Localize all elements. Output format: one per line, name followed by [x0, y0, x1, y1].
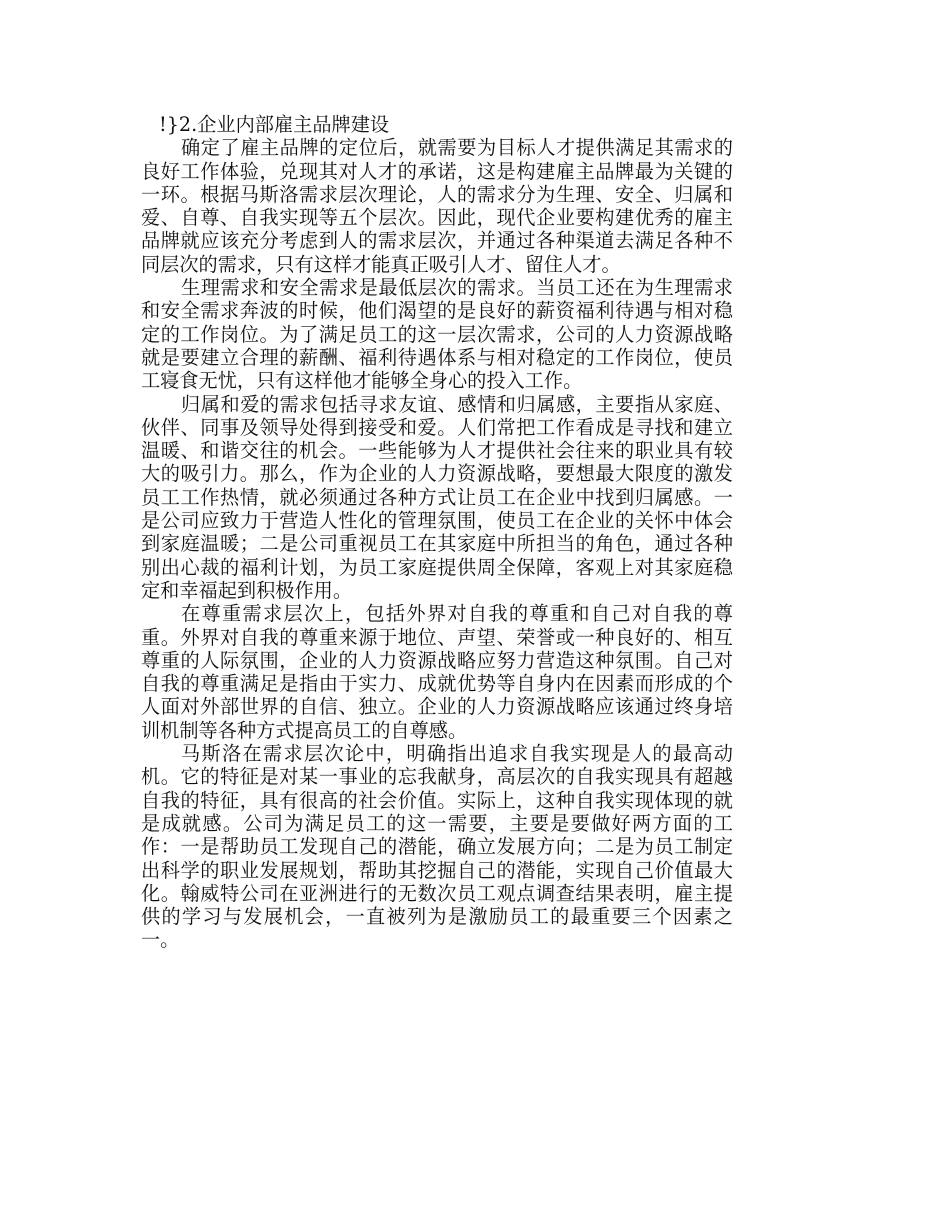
paragraph-belonging-love-needs: 归属和爱的需求包括寻求友谊、感情和归属感，主要指从家庭、伙伴、同事及领导处得到接受和爱。人们常把工作看成是寻找和建立温暖、和谐交往的机会。一些能够为人才提供社会往来的职业具有较大的吸引力。那么，作为企业的人力资源战略，要想最大限度的激发员工工作热情，就必须通过各种方式让员工在企业中找到归属感。一是公司应致力于营造人性化的管理氛围，使员工在企业的关怀中体会到家庭温暖；二是公司重视员工在其家庭中所担当的角色，通过各种别出心裁的福利计划，为员工家庭提供周全保障，客观上对其家庭稳定和幸福起到积极作用。	[141, 392, 733, 602]
paragraph-self-actualization: 马斯洛在需求层次论中，明确指出追求自我实现是人的最高动机。它的特征是对某一事业的忘我献身，高层次的自我实现具有超越自我的特征，具有很高的社会价值。实际上，这种自我实现体现的就是成就感。公司为满足员工的这一需要，主要是要做好两方面的工作：一是帮助员工发现自己的潜能，确立发展方向；二是为员工制定出科学的职业发展规划，帮助其挖掘自己的潜能，实现自己价值最大化。翰威特公司在亚洲进行的无数次员工观点调查结果表明，雇主提供的学习与发展机会，一直被列为是激励员工的最重要三个因素之一。	[141, 742, 733, 952]
paragraph-esteem-needs: 在尊重需求层次上，包括外界对自我的尊重和自己对自我的尊重。外界对自我的尊重来源于地位、声望、荣誉或一种良好的、相互尊重的人际氛围，企业的人力资源战略应努力营造这种氛围。自己对自我的尊重满足是指由于实力、成就优势等自身内在因素而形成的个人面对外部世界的自信、独立。企业的人力资源战略应该通过终身培训机制等各种方式提高员工的自尊感。	[141, 602, 733, 742]
paragraph-physiological-safety-needs: 生理需求和安全需求是最低层次的需求。当员工还在为生理需求和安全需求奔波的时候，他们渴望的是良好的薪资福利待遇与相对稳定的工作岗位。为了满足员工的这一层次需求，公司的人力资源战略就是要建立合理的薪酬、福利待遇体系与相对稳定的工作岗位，使员工寝食无忧，只有这样他才能够全身心的投入工作。	[141, 276, 733, 393]
paragraph-positioning: 确定了雇主品牌的定位后，就需要为目标人才提供满足其需求的良好工作体验，兑现其对人才的承诺，这是构建雇主品牌最为关键的一环。根据马斯洛需求层次理论，人的需求分为生理、安全、归属和爱、自尊、自我实现等五个层次。因此，现代企业要构建优秀的雇主品牌就应该充分考虑到人的需求层次，并通过各种渠道去满足各种不同层次的需求，只有这样才能真正吸引人才、留住人才。	[141, 136, 733, 276]
section-heading: !}2.企业内部雇主品牌建设	[159, 113, 390, 136]
document-body	[141, 113, 733, 952]
